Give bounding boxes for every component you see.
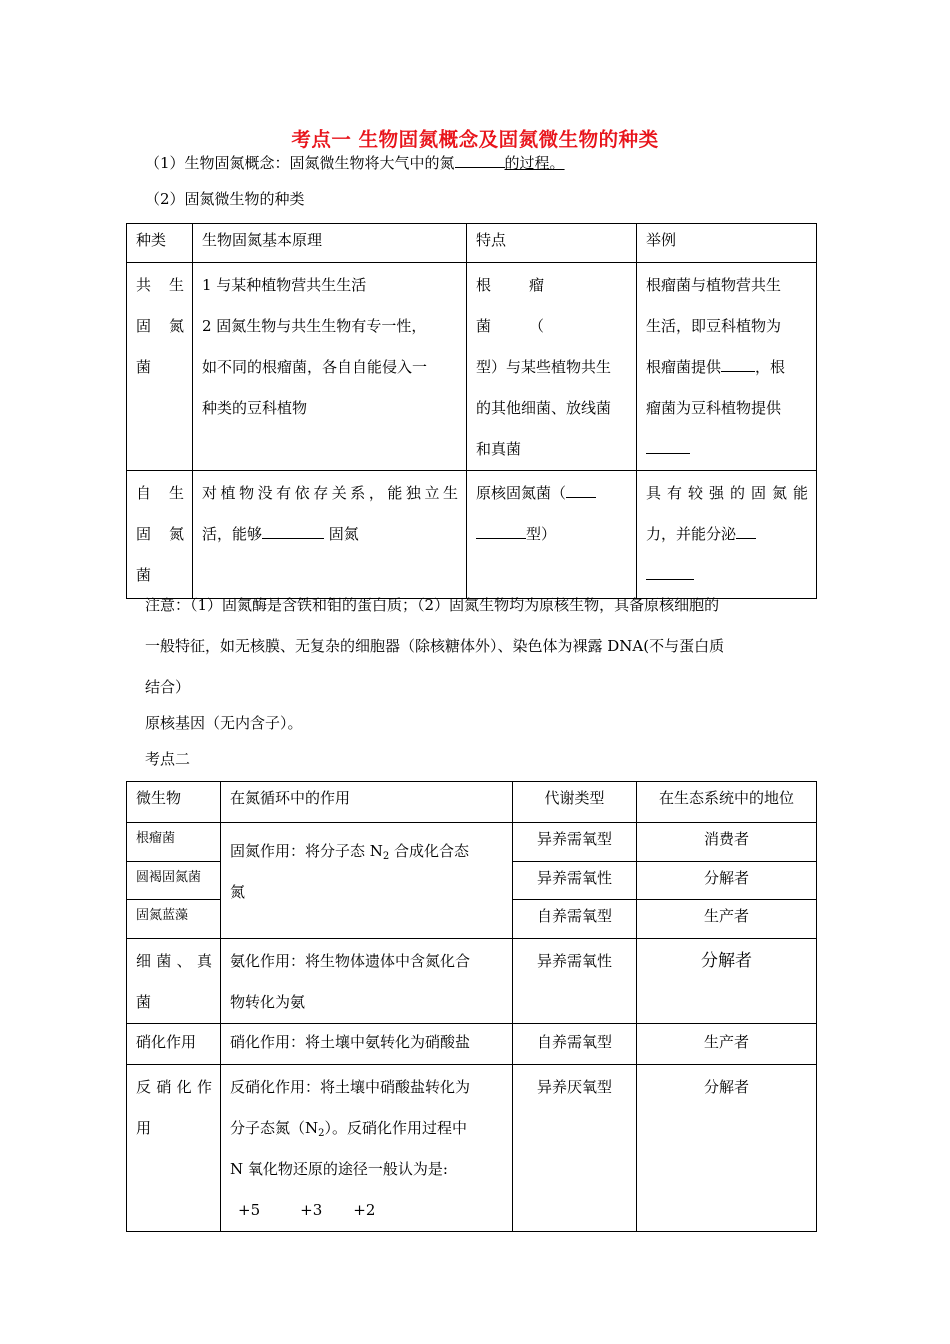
example-line	[646, 514, 808, 555]
header-role: 在氮循环中的作用	[230, 789, 351, 807]
type-cell	[127, 263, 192, 388]
section-two-label: 考点二	[145, 750, 191, 768]
header-feature: 特点	[476, 231, 507, 249]
valence-value: +5	[238, 1201, 261, 1219]
example-text: 根瘤菌提供	[646, 358, 722, 376]
feature-line	[476, 265, 628, 347]
principle-cell	[193, 263, 466, 429]
note-line-4: 原核基因（无内含子）。	[145, 714, 303, 732]
principle-line	[202, 514, 458, 555]
type-line: 自生	[136, 484, 184, 502]
table-row	[127, 1024, 817, 1065]
position-cell: 消费者	[703, 830, 749, 848]
role-cell	[221, 939, 512, 1023]
organism-line: 细菌、真	[136, 952, 212, 970]
feature-cell	[467, 263, 636, 470]
example-cell	[637, 471, 816, 596]
example-line	[646, 429, 808, 470]
feature-text: 根瘤菌（	[476, 276, 583, 335]
organism-cell: 圆褐固氮菌	[136, 870, 202, 885]
position-cell: 生产者	[703, 907, 749, 925]
table-row	[127, 263, 817, 471]
intro-line-2: （2）固氮微生物的种类	[145, 190, 305, 208]
example-cell	[637, 263, 816, 470]
example-line	[646, 555, 808, 596]
role-text: 固氮作用：将分子态 N	[230, 842, 383, 860]
fill-blank	[646, 439, 690, 454]
role-line: 氨化作用：将生物体遗体中含氮化合	[230, 952, 471, 970]
feature-line: 和真菌	[476, 440, 522, 458]
organism-line: 用	[136, 1119, 152, 1137]
metabolism-cell: 异养需氧型	[536, 830, 612, 848]
fill-blank	[262, 524, 324, 539]
note-line-2: 一般特征，如无核膜、无复杂的细胞器（除核糖体外）、染色体为裸露 DNA(不与蛋白质	[145, 637, 725, 655]
note-line-1: 注意：（1）固氮酶是含铁和钼的蛋白质；（2）固氮生物均为原核生物，具备原核细胞的	[145, 596, 720, 614]
table-row	[127, 471, 817, 599]
fill-blank	[476, 524, 526, 539]
example-text: 力，并能分泌	[646, 525, 737, 543]
nitrogen-cycle-table	[126, 781, 817, 1232]
feature-line	[476, 473, 628, 514]
fixation-role-cell	[221, 823, 512, 913]
feature-line: 型）与某些植物共生	[476, 358, 612, 376]
valence-line	[230, 1190, 508, 1231]
example-text: ，根	[755, 358, 786, 376]
metabolism-cell: 自养需氧型	[536, 907, 612, 925]
type-cell	[127, 471, 192, 596]
subscript: 2	[318, 1128, 325, 1139]
principle-text: 固氮	[328, 525, 359, 543]
feature-text: 型）	[526, 525, 557, 543]
header-metabolism: 代谢类型	[544, 789, 605, 807]
organism-cell: 固氮蓝藻	[136, 908, 189, 923]
fill-blank	[566, 483, 596, 498]
intro-line-1-suffix: 的过程。	[504, 154, 565, 172]
type-line: 固氮	[136, 525, 184, 543]
fixation-types-table	[126, 223, 817, 599]
principle-line: 如不同的根瘤菌，各自自能侵入一	[202, 358, 428, 376]
header-position: 在生态系统中的地位	[658, 789, 794, 807]
position-cell: 分解者	[703, 1078, 749, 1096]
header-example: 举例	[646, 231, 677, 249]
fill-blank	[736, 524, 756, 539]
subscript: 2	[382, 851, 390, 862]
feature-cell	[467, 471, 636, 555]
role-text: 分子态氮（N	[230, 1119, 319, 1137]
table-row	[127, 823, 817, 862]
position-cell: 生产者	[703, 1033, 749, 1051]
table-row	[127, 1065, 817, 1232]
fill-blank	[721, 357, 755, 372]
header-organism: 微生物	[136, 789, 182, 807]
intro-line-1-prefix: （1）生物固氮概念：固氮微生物将大气中的氮	[145, 154, 455, 172]
metabolism-cell: 自养需氧型	[536, 1033, 612, 1051]
metabolism-cell: 异养需氧性	[536, 952, 612, 970]
example-line	[646, 347, 808, 388]
feature-line	[476, 514, 628, 555]
valence-value: +2	[353, 1201, 376, 1219]
role-line	[230, 831, 506, 872]
table-header-row	[127, 782, 817, 823]
table-header-row	[127, 224, 817, 263]
organism-cell: 根瘤菌	[136, 831, 176, 846]
type-line: 共生	[136, 276, 184, 294]
principle-cell	[193, 471, 466, 555]
header-principle: 生物固氮基本原理	[202, 231, 323, 249]
role-line: 物转化为氨	[230, 993, 306, 1011]
role-line	[230, 1108, 508, 1149]
feature-line: 的其他细菌、放线菌	[476, 399, 612, 417]
role-cell: 硝化作用：将土壤中氨转化为硝酸盐	[230, 1033, 471, 1051]
role-line: 反硝化作用：将土壤中硝酸盐转化为	[230, 1078, 471, 1096]
type-line: 菌	[136, 358, 152, 376]
organism-line: 菌	[136, 993, 152, 1011]
principle-line: 1 与某种植物营共生生活	[202, 276, 367, 294]
metabolism-cell: 异养厌氧型	[536, 1078, 612, 1096]
organism-line: 反硝化作	[136, 1078, 212, 1096]
header-type: 种类	[136, 231, 167, 249]
fill-blank	[646, 565, 694, 580]
role-line: 氮	[230, 883, 246, 901]
example-line: 生活，即豆科植物为	[646, 317, 782, 335]
organism-cell	[127, 1065, 220, 1149]
principle-line: 2 固氮生物与共生生物有专一性，	[202, 317, 427, 335]
intro-line-1	[145, 152, 565, 173]
type-line: 固氮	[136, 317, 184, 335]
example-line: 瘤菌为豆科植物提供	[646, 399, 782, 417]
organism-cell: 硝化作用	[136, 1033, 197, 1051]
position-cell: 分解者	[703, 869, 749, 887]
fill-blank	[455, 153, 505, 168]
role-cell	[221, 1065, 512, 1231]
note-line-3: 结合）	[145, 678, 191, 696]
feature-text: 原核固氮菌（	[476, 484, 567, 502]
organism-cell	[127, 939, 220, 1023]
role-line: N 氧化物还原的途径一般认为是:	[230, 1160, 448, 1178]
position-cell: 分解者	[701, 951, 752, 971]
principle-line: 对植物没有依存关系，能独立生	[202, 484, 458, 502]
role-text: 合成化合态	[389, 842, 470, 860]
principle-line: 种类的豆科植物	[202, 399, 308, 417]
valence-value: +3	[300, 1201, 323, 1219]
table-row	[127, 939, 817, 1024]
example-line: 具有较强的固氮能	[646, 484, 808, 502]
principle-text: 活，能够	[202, 525, 263, 543]
metabolism-cell: 异养需氧性	[536, 869, 612, 887]
page-title: 考点一 生物固氮概念及固氮微生物的种类	[291, 128, 659, 151]
role-text: ）。反硝化作用过程中	[324, 1119, 468, 1137]
type-line: 菌	[136, 566, 152, 584]
example-line: 根瘤菌与植物营共生	[646, 276, 782, 294]
